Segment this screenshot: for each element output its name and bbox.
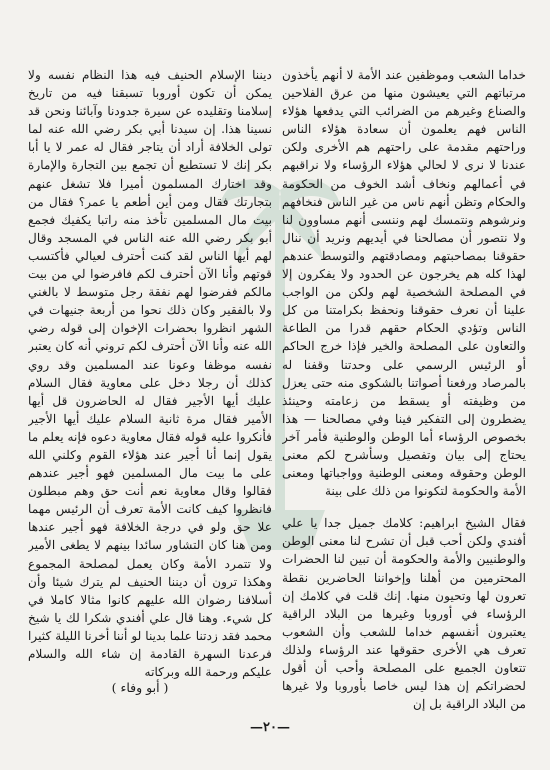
author-signature: ( أبو وفاء ) bbox=[111, 680, 169, 695]
page-number: —٢٠— bbox=[250, 720, 290, 735]
right-column bbox=[282, 66, 526, 716]
left-column bbox=[28, 66, 272, 716]
paragraph: ديننا الإسلام الحنيف فيه هذا النظام نفسه ولا يمكن أن تكون أوروبا تسبقنا فيه من تاريخ إسلامنا وتقليده عن سيرة جدودنا وآبائنا ونحن قد نسينا هذا. إن سيدنا أبي بكر رضي الله عنه لما تولى الخلافة أراد أن يتاجر فقال له عمر لا يا أبا بكر إنك لا تستطيع أن تجمع بين التجارة والإمارة وقد اختارك المسلمون أميرا فلا تشغل عنهم بتجارتك فقال ومن أين أطعم يا عمر؟ فقال من بيت مال المسلمين تأخذ منه راتبا يكفيك فجمع أبو بكر رضي الله عنه الناس في المسجد وقال لهم أيها الناس لقد كنت أحترف لعيالي فأكتسب قوتهم وأنا الآن أحترف لكم فافرضوا لي من بيت مالكم ففرضوا لهم نفقة رجل متوسط لا بالغني ولا بالفقير وكان ذلك نحوا من أربعة جنيهات في الشهر انظروا بحضرات الإخوان إلى قوله رضي الله عنه وأنا الآن أحترف لكم تروني أنه كان يعتبر نفسه موظفا وعونا عند المسلمين وقد روي كذلك أن رجلا دخل على معاوية فقال السلام عليك أيها الأجير فقال له الحاضرون قل أيها الأمير فقال مرة ثانية السلام عليك أيها الأجير فأنكروا عليه قوله فقال معاوية دعوه فإنه يعلم ما يقول إنما أنا أجير عند هؤلاء القوم وكلني الله على ما بيت مال المسلمين فهو أجير عندهم فقالوا وقال معاوية نعم أنت حق وهم مبطلون فانظروا كيف كانت الأمة تعرف أن الرئيس مهما علا حق ولو في درجة الخلافة فهو أجير عندها ومن هنا كان التشاور سائدا بينهم لا يطغى الأمير ولا تتمرد الأمة وكان يعمل لمصلحة المجموع وهكذا ترون أن ديننا الحنيف لم يترك شيئا وأن أسلافنا رضوان الله عليهم كانوا مثالا كاملا في كل شيء. وهنا قال علي أفندي شكرا لك يا شيخ محمد فقد زدتنا علما بدينا لو أننا أخرنا الليلة كثيرا فرعدنا السهرة القادمة إن شاء الله والسلام عليكم ورحمة الله وبركاته bbox=[28, 68, 272, 680]
paragraph: خداما الشعب وموظفين عند الأمة لا أنهم يأخذون مرتباتهم التي يعيشون منها من عرق الفلاحين والصناع وغيرهم من الضرائب التي يدفعها هؤلاء الناس فهم يعلمون أن سعادة هؤلاء الناس وراحتهم مقدمة على راحتهم هم الأخرى ولكن عندنا لا نرى لا لحالي هؤلاء الرؤساء ولا نراقبهم في أعمالهم ونخاف أشد الخوف من الحكومة والحكام وتظن أنهم ناس من غير الناس فنخافهم ونرشوهم ونتمسك لهم وننسى أنهم مساوون لنا ولا نتصور أن مصالحنا في أيديهم ونريد أن ننال حقوقنا بمصاحبتهم ومصادقتهم والتوسط عندهم لهذا كله هم يخرجون عن الحدود ولا يفكرون إلا في المصلحة الشخصية لهم ولكن من الواجب علينا أن نعرف حقوقنا ونحفظ بكرامتنا من كل الناس وتؤدي الحكام حقهم قدرا من الطاعة والتعاون على المصلحة والخير فإذا خرج الحاكم أو الرئيس الرسمي على وحدتنا وقفنا له بالمرصاد ورفعنا أصواتنا بالشكوى منه حتى يعزل من وظيفته أو يسقط من زعامته وحينئذ يضطرون إلى التفكير فينا وفي مصالحنا — هذا بخصوص الرؤساء أما الوطن والوطنية فأمر آخر يحتاج إلى بيان وتفصيل وسأشرح لكم معنى الوطن وحقوقه ومعنى الوطنية وواجباتها ومعنى الأمة والحكومة لتكونوا من ذلك على بينة bbox=[282, 68, 526, 499]
paragraph: فقال الشيخ ابراهيم: كلامك جميل جدا يا علي أفندي ولكن أحب قبل أن تشرح لنا معنى الوطن والوطنيين والأمة والحكومة أن تبين لنا الحضرات المحترمين من أهلنا وإخواننا الحاضرين نقطة تعرون لها وتحيون منها. إنك قلت في كلامك إن الرؤساء في أوروبا وغيرها من البلاد الراقية يعتبرون أنفسهم خداما للشعب وأن الشعوب تعرف هي الأخرى حقوقها عند الرؤساء ولذلك تتعاون الجميع على المصلحة وأحب أن أقول لحضراتكم إن هذا ليس خاصا بأوروبا ولا غيرها من البلاد الراقية بل إن bbox=[282, 516, 526, 712]
